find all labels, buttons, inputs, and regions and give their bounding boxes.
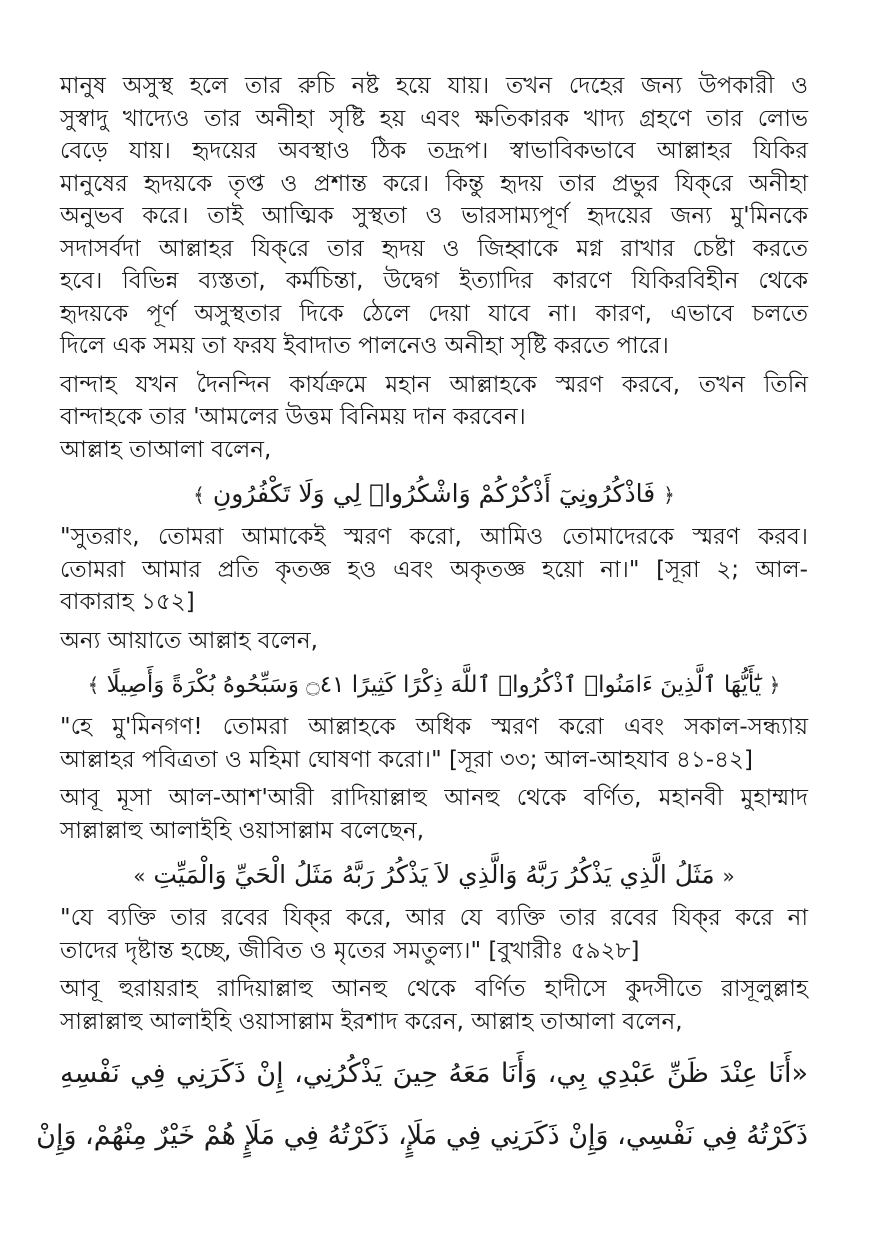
text-line: "যে ব্যক্তি তার রবের যিক্‌র করে, আর যে ব্যক্তি তার রবের যিক্‌র করে না xyxy=(60,905,808,931)
text-line: সাল্লাল্লাহু আলাইহি ওয়াসাল্লাম ইরশাদ করেন, আল্লাহ তাআলা বলেন, xyxy=(60,1008,683,1035)
arabic-verse-text: يَٰٓأَيُّهَا ٱلَّذِينَ ءَامَنُوا۟ ٱذْكُرُوا۟ ٱللَّهَ ذِكْرًا كَثِيرًا ۝٤١ وَسَبِّحُوهُ بُكْرَةً وَأَصِيلًا xyxy=(106,672,762,698)
paragraph-remembrance-reward xyxy=(60,369,808,434)
translation-ahzab-41-42 xyxy=(60,711,808,776)
ornament-open: « xyxy=(722,864,735,888)
text-line: বেড়ে যায়। হৃদয়ের অবস্থাও ঠিক তদ্রূপ। স্বাভাবিকভাবে আল্লাহর যিকির xyxy=(60,138,808,164)
arabic-hadith-text: مَثَلُ الَّذِي يَذْكُرُ رَبَّهُ وَالَّذِي لاَ يَذْكُرُ رَبَّهُ مَثَلُ الْحَيِّ وَالْمَيِّتِ xyxy=(153,860,715,889)
text-line: আবূ হুরায়রাহ রাদিয়াল্লাহু আনহু থেকে বর্ণিত হাদীসে কুদসীতে রাসূলুল্লাহ xyxy=(60,976,808,1002)
hadith-living-and-dead xyxy=(60,855,808,896)
translation-bukhari-5928 xyxy=(60,902,808,967)
quran-verse-baqarah-152 xyxy=(60,474,808,515)
ornament-open: ﴿ xyxy=(768,673,781,697)
text-line: আল্লাহর পবিত্রতা ও মহিমা ঘোষণা করো।" [সূরা ৩৩; আল-আহযাব ৪১-৪২] xyxy=(60,746,753,773)
intro-line-another-verse: অন্য আয়াতে আল্লাহ বলেন, xyxy=(60,627,318,654)
text-line: বাকারাহ ১৫২] xyxy=(60,589,195,615)
text-line: তাদের দৃষ্টান্ত হচ্ছে, জীবিত ও মৃতের সমতুল্য।" [বুখারীঃ ৫৯২৮] xyxy=(60,937,640,964)
ornament-close: » xyxy=(133,864,146,888)
paragraph-abu-musa-narration xyxy=(60,782,808,847)
text-line: তোমরা আমার প্রতি কৃতজ্ঞ হও এবং অকৃতজ্ঞ হয়ো না।" [সূরা ২; আল- xyxy=(60,556,808,583)
text-line: "সুতরাং, তোমরা আমাকেই স্মরণ করো, আমিও তোমাদেরকে স্মরণ করব। xyxy=(60,524,808,550)
arabic-hadith-line: «أَنَا عِنْدَ ظَنِّ عَبْدِي بِي، وَأَنَا مَعَهُ حِينَ يَذْكُرُنِي، إِنْ ذَكَرَنِي فِي نَفْسِهِ xyxy=(60,1058,808,1089)
ornament-open: ﴿ xyxy=(663,483,675,507)
text-line: আবূ মূসা আল-আশ'আরী রাদিয়াল্লাহু আনহু থেকে বর্ণিত, মহানবী মুহাম্মাদ xyxy=(60,785,808,811)
quran-verse-ahzab-41-42 xyxy=(60,665,808,705)
paragraph-illness-analogy xyxy=(60,70,808,363)
text-line: বান্দাহকে তার 'আমলের উত্তম বিনিময় দান করবেন। xyxy=(60,404,526,430)
text-line: দিলে এক সময় তা ফরয ইবাদাত পালনেও অনীহা সৃষ্টি করতে পারে। xyxy=(60,333,669,359)
ornament-close: ﴾ xyxy=(87,673,100,697)
arabic-hadith-line: ذَكَرْتُهُ فِي نَفْسِي، وَإِنْ ذَكَرَنِي فِي مَلَإٍ، ذَكَرْتُهُ فِي مَلَإٍ هُمْ خَيْرٌ مِنْهُمْ، وَإِنْ xyxy=(36,1120,808,1151)
text-line: সাল্লাল্লাহু আলাইহি ওয়াসাল্লাম বলেছেন, xyxy=(60,817,425,844)
text-line: হৃদয়কে পূর্ণ অসুস্থতার দিকে ঠেলে দেয়া যাবে না। কারণ, এভাবে চলতে xyxy=(60,300,808,327)
text-line: সদাসর্বদা আল্লাহর যিক্‌রে তার হৃদয় ও জিহ্বাকে মগ্ন রাখার চেষ্টা করতে xyxy=(60,235,808,262)
text-line: মানুষ অসুস্থ হলে তার রুচি নষ্ট হয়ে যায়। তখন দেহের জন্য উপকারী ও xyxy=(60,73,808,99)
text-line: "হে মু'মিনগণ! তোমরা আল্লাহকে অধিক স্মরণ করো এবং সকাল-সন্ধ্যায় xyxy=(60,714,808,740)
hadith-qudsi-arabic xyxy=(36,1048,808,1162)
arabic-verse-text: فَاذْكُرُونِيٓ أَذْكُرْكُمْ وَاشْكُرُوا۟ لِي وَلَا تَكْفُرُونِ xyxy=(212,479,656,508)
text-line: হবে। বিভিন্ন ব্যস্ততা, কর্মচিন্তা, উদ্বেগ ইত্যাদির কারণে যিকিরবিহীন থেকে xyxy=(60,268,808,294)
translation-baqarah-152 xyxy=(60,521,808,619)
text-line: সুস্বাদু খাদ্যেও তার অনীহা সৃষ্টি হয় এবং ক্ষতিকারক খাদ্য গ্রহণে তার লোভ xyxy=(60,105,808,132)
text-line: বান্দাহ যখন দৈনন্দিন কার্যক্রমে মহান আল্লাহকে স্মরণ করবে, তখন তিনি xyxy=(60,371,808,398)
text-line: মানুষের হৃদয়কে তৃপ্ত ও প্রশান্ত করে। কিন্তু হৃদয় তার প্রভুর যিক্‌রে অনীহা xyxy=(60,170,808,197)
text-line: অনুভব করে। তাই আত্মিক সুস্থতা ও ভারসাম্যপূর্ণ হৃদয়ের জন্য মু'মিনকে xyxy=(60,203,808,229)
intro-line-allah-says: আল্লাহ তাআলা বলেন, xyxy=(60,436,272,463)
ornament-close: ﴾ xyxy=(193,483,205,507)
paragraph-abu-hurairah-narration xyxy=(60,973,808,1038)
